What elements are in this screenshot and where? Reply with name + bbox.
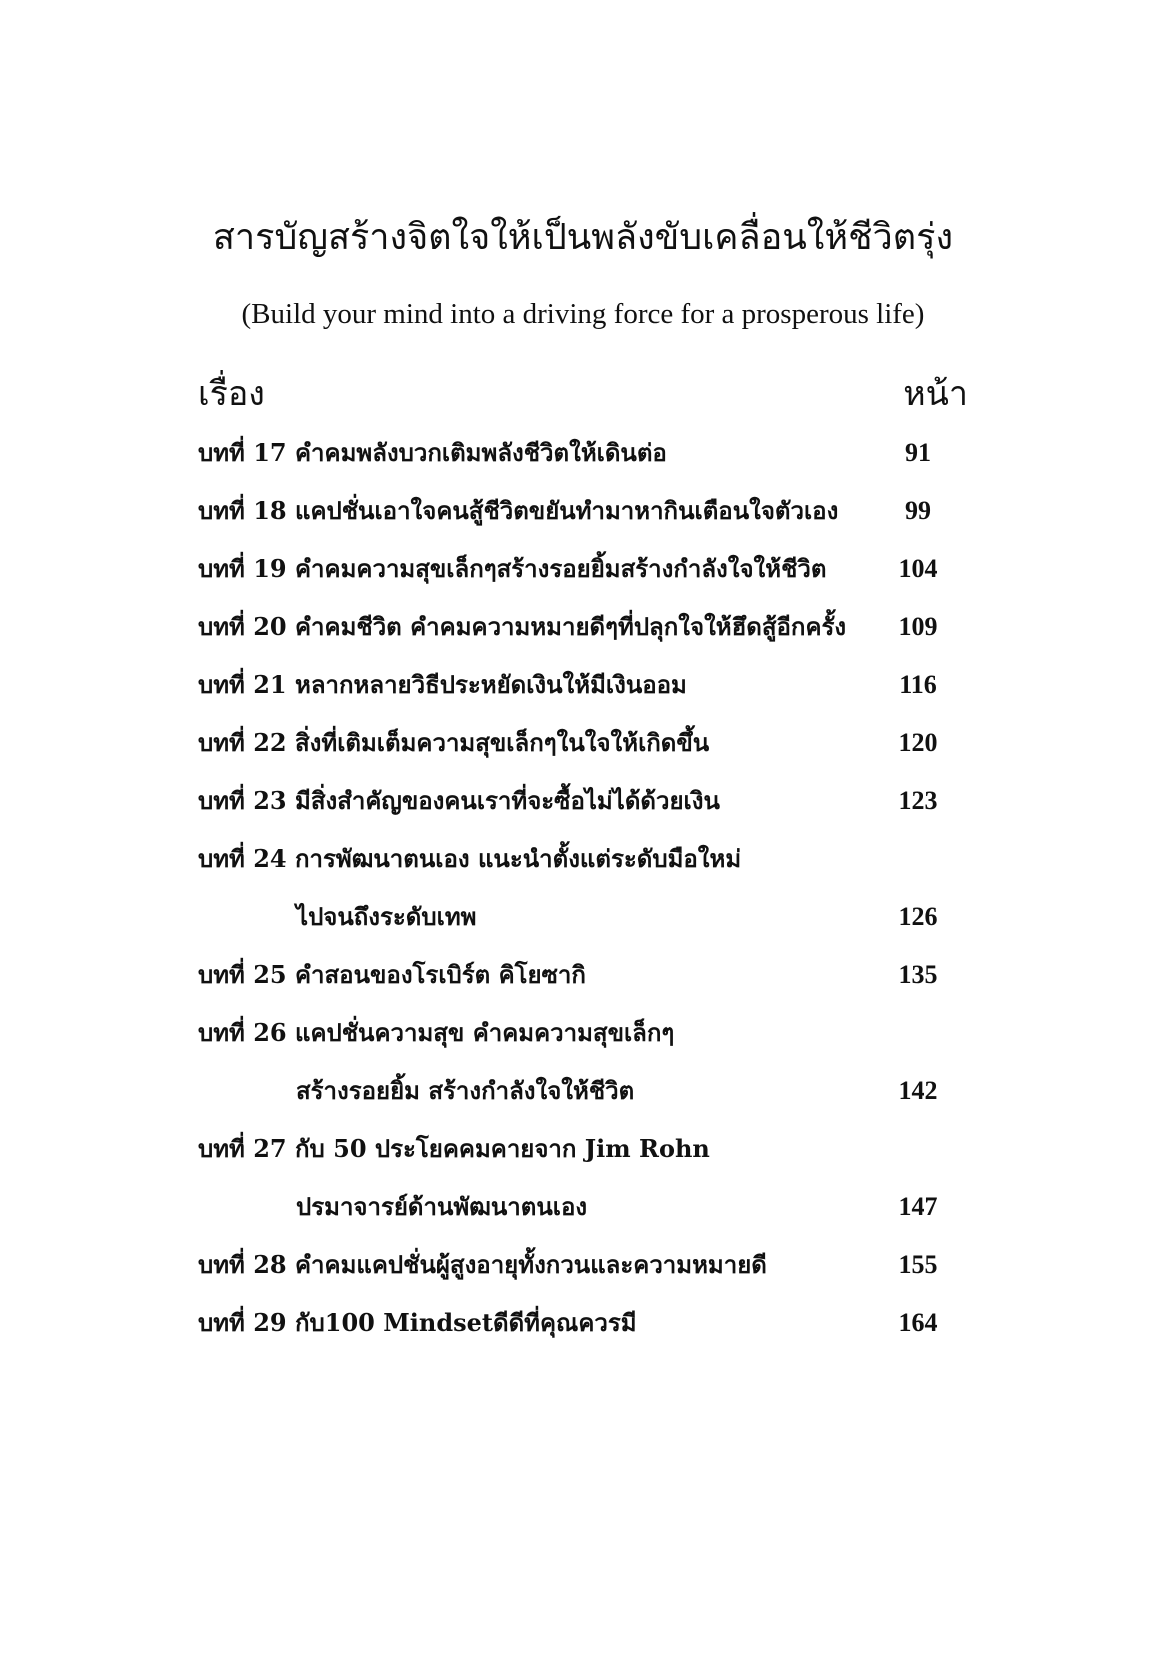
chapter-label: บทที่ 25 xyxy=(198,960,287,989)
chapter-label: บทที่ 19 xyxy=(198,554,287,583)
chapter-label: บทที่ 20 xyxy=(198,612,287,641)
page-number: 164 xyxy=(898,1308,938,1337)
chapter-label: บทที่ 28 xyxy=(198,1250,287,1279)
chapter-title: กับ 50 ประโยคคมคายจาก Jim Rohn xyxy=(295,1134,710,1163)
chapter-title: การพัฒนาตนเอง แนะนำตั้งแต่ระดับมือใหม่ xyxy=(295,844,742,873)
chapter-label: บทที่ 29 xyxy=(198,1308,287,1337)
toc-list xyxy=(198,424,968,1352)
toc-entry-27 xyxy=(198,1120,968,1178)
page-number: 91 xyxy=(905,438,931,467)
page-number: 147 xyxy=(898,1192,938,1221)
chapter-title: แคปชั่นความสุข คำคมความสุขเล็กๆ xyxy=(295,1018,675,1047)
chapter-title: กับ100 Mindsetดีดีที่คุณควรมี xyxy=(295,1308,637,1337)
chapter-title: สิ่งที่เติมเต็มความสุขเล็กๆในใจให้เกิดขึ้น xyxy=(295,728,710,757)
chapter-label: บทที่ 22 xyxy=(198,728,287,757)
chapter-label: บทที่ 26 xyxy=(198,1018,287,1047)
chapter-title: คำคมชีวิต คำคมความหมายดีๆที่ปลุกใจให้ฮึดสู้อีกครั้ง xyxy=(295,612,847,641)
toc-entry-18 xyxy=(198,482,968,540)
chapter-title: หลากหลายวิธีประหยัดเงินให้มีเงินออม xyxy=(295,670,687,699)
toc-entry-24-cont xyxy=(198,888,968,946)
toc-entry-26 xyxy=(198,1004,968,1062)
page-number: 116 xyxy=(899,670,937,699)
page-number: 120 xyxy=(898,728,938,757)
chapter-title: มีสิ่งสำคัญของคนเราที่จะซื้อไม่ได้ด้วยเงิน xyxy=(295,786,720,815)
toc-entry-25 xyxy=(198,946,968,1004)
chapter-title: คำคมความสุขเล็กๆสร้างรอยยิ้มสร้างกำลังใจให้ชีวิต xyxy=(295,554,827,583)
chapter-title-continued: สร้างรอยยิ้ม สร้างกำลังใจให้ชีวิต xyxy=(296,1076,635,1105)
toc-entry-28 xyxy=(198,1236,968,1294)
page-number: 123 xyxy=(898,786,938,815)
chapter-label: บทที่ 17 xyxy=(198,438,287,467)
toc-subtitle: (Build your mind into a driving force for a prosperous life) xyxy=(241,298,925,330)
header-page: หน้า xyxy=(903,374,968,414)
toc-entry-29 xyxy=(198,1294,968,1352)
page-number: 99 xyxy=(905,496,931,525)
toc-entry-20 xyxy=(198,598,968,656)
toc-entry-24 xyxy=(198,830,968,888)
toc-entry-17 xyxy=(198,424,968,482)
toc-entry-19 xyxy=(198,540,968,598)
page-number: 109 xyxy=(898,612,938,641)
page-number: 142 xyxy=(898,1076,938,1105)
chapter-title: คำสอนของโรเบิร์ต คิโยซากิ xyxy=(295,960,586,989)
page-number: 155 xyxy=(898,1250,938,1279)
chapter-label: บทที่ 23 xyxy=(198,786,287,815)
header-topic: เรื่อง xyxy=(198,374,265,414)
toc-entry-26-cont xyxy=(198,1062,968,1120)
toc-entry-23 xyxy=(198,772,968,830)
page-number: 104 xyxy=(898,554,938,583)
chapter-title-continued: ปรมาจารย์ด้านพัฒนาตนเอง xyxy=(296,1192,588,1221)
chapter-title: คำคมพลังบวกเติมพลังชีวิตให้เดินต่อ xyxy=(295,438,667,467)
chapter-label: บทที่ 18 xyxy=(198,496,287,525)
chapter-label: บทที่ 27 xyxy=(198,1134,287,1163)
chapter-title: คำคมแคปชั่นผู้สูงอายุทั้งกวนและความหมายดี xyxy=(295,1250,767,1279)
toc-entry-27-cont xyxy=(198,1178,968,1236)
chapter-title: แคปชั่นเอาใจคนสู้ชีวิตขยันทำมาหากินเตือนใจตัวเอง xyxy=(295,496,839,525)
page-number: 126 xyxy=(898,902,938,931)
toc-entry-22 xyxy=(198,714,968,772)
page-number: 135 xyxy=(898,960,938,989)
toc-entry-21 xyxy=(198,656,968,714)
chapter-title-continued: ไปจนถึงระดับเทพ xyxy=(296,902,477,931)
chapter-label: บทที่ 21 xyxy=(198,670,287,699)
chapter-label: บทที่ 24 xyxy=(198,844,287,873)
toc-title: สารบัญสร้างจิตใจให้เป็นพลังขับเคลื่อนให้ชีวิตรุ่ง xyxy=(212,217,954,258)
